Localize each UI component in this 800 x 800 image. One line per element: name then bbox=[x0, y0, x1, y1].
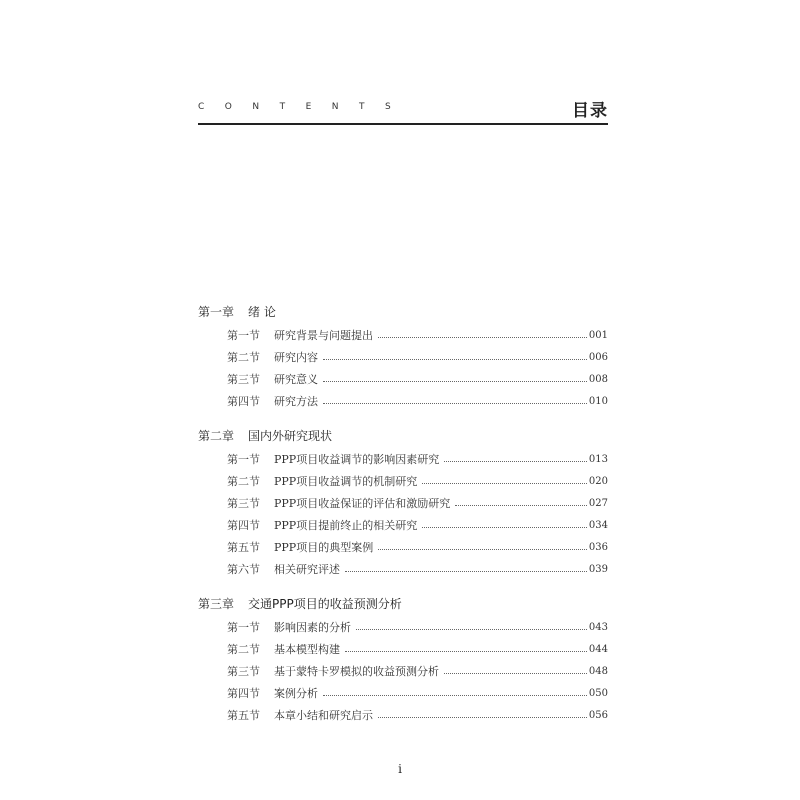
section-title: 基本模型构建 bbox=[274, 643, 340, 656]
section-title: 相关研究评述 bbox=[274, 563, 340, 576]
dot-leader bbox=[422, 483, 587, 484]
toc-entry[interactable] bbox=[198, 448, 608, 470]
toc-entry[interactable] bbox=[198, 558, 608, 580]
section-number: 第三节 bbox=[227, 665, 260, 678]
section-number: 第四节 bbox=[227, 395, 260, 408]
chapter-gap bbox=[198, 412, 608, 424]
dot-leader bbox=[378, 717, 587, 718]
section-number: 第二节 bbox=[227, 351, 260, 364]
toc-entry[interactable] bbox=[198, 660, 608, 682]
section-number: 第二节 bbox=[227, 643, 260, 656]
section-number: 第六节 bbox=[227, 563, 260, 576]
toc-entry[interactable] bbox=[198, 616, 608, 638]
toc-entry[interactable] bbox=[198, 470, 608, 492]
chapter-heading-3[interactable] bbox=[198, 592, 608, 614]
page-number: 001 bbox=[588, 329, 608, 341]
toc-entry[interactable] bbox=[198, 704, 608, 726]
chapter-title: 绪 论 bbox=[248, 304, 276, 319]
section-title: 案例分析 bbox=[274, 687, 318, 700]
contents-label: CONTENTS bbox=[198, 102, 412, 112]
section-number: 第一节 bbox=[227, 453, 260, 466]
toc-entry[interactable] bbox=[198, 682, 608, 704]
toc-entry[interactable] bbox=[198, 346, 608, 368]
chapter-number: 第一章 bbox=[198, 304, 235, 319]
dot-leader bbox=[323, 381, 587, 382]
dot-leader bbox=[378, 337, 587, 338]
toc-entry[interactable] bbox=[198, 492, 608, 514]
page-number: 020 bbox=[588, 475, 608, 487]
section-title: PPP项目提前终止的相关研究 bbox=[274, 519, 418, 532]
toc-title: 目录 bbox=[572, 101, 608, 121]
section-number: 第二节 bbox=[227, 475, 260, 488]
dot-leader bbox=[323, 695, 587, 696]
folio-page-number: i bbox=[398, 762, 402, 776]
section-title: 影响因素的分析 bbox=[274, 621, 351, 634]
page-number: 010 bbox=[588, 395, 608, 407]
chapter-gap bbox=[198, 580, 608, 592]
chapter-heading-2[interactable] bbox=[198, 424, 608, 446]
toc-entry[interactable] bbox=[198, 324, 608, 346]
dot-leader bbox=[422, 527, 587, 528]
toc-header bbox=[198, 96, 608, 124]
page-number: 043 bbox=[588, 621, 608, 633]
toc-entry[interactable] bbox=[198, 514, 608, 536]
dot-leader bbox=[356, 629, 587, 630]
section-number: 第五节 bbox=[227, 541, 260, 554]
page-number: 008 bbox=[588, 373, 608, 385]
section-title: 本章小结和研究启示 bbox=[274, 709, 373, 722]
table-of-contents bbox=[198, 300, 608, 726]
section-number: 第一节 bbox=[227, 329, 260, 342]
section-title: 基于蒙特卡罗模拟的收益预测分析 bbox=[274, 665, 439, 678]
dot-leader bbox=[323, 359, 587, 360]
dot-leader bbox=[444, 673, 587, 674]
chapter-title: 国内外研究现状 bbox=[248, 428, 333, 443]
section-number: 第四节 bbox=[227, 519, 260, 532]
dot-leader bbox=[378, 549, 587, 550]
section-title: 研究背景与问题提出 bbox=[274, 329, 373, 342]
chapter-number: 第三章 bbox=[198, 596, 235, 611]
page-number: 036 bbox=[588, 541, 608, 553]
dot-leader bbox=[345, 571, 587, 572]
dot-leader bbox=[455, 505, 587, 506]
dot-leader bbox=[345, 651, 587, 652]
section-number: 第三节 bbox=[227, 373, 260, 386]
section-number: 第三节 bbox=[227, 497, 260, 510]
section-title: PPP项目收益保证的评估和激励研究 bbox=[274, 497, 451, 510]
page-number: 048 bbox=[588, 665, 608, 677]
page-number: 034 bbox=[588, 519, 608, 531]
dot-leader bbox=[444, 461, 587, 462]
page-number: 044 bbox=[588, 643, 608, 655]
toc-entry[interactable] bbox=[198, 638, 608, 660]
header-rule bbox=[198, 123, 608, 125]
section-title: PPP项目的典型案例 bbox=[274, 541, 374, 554]
chapter-number: 第二章 bbox=[198, 428, 235, 443]
dot-leader bbox=[323, 403, 587, 404]
page-number: 013 bbox=[588, 453, 608, 465]
toc-entry[interactable] bbox=[198, 368, 608, 390]
page-number: 056 bbox=[588, 709, 608, 721]
section-number: 第五节 bbox=[227, 709, 260, 722]
chapter-title: 交通PPP项目的收益预测分析 bbox=[248, 596, 402, 611]
toc-entry[interactable] bbox=[198, 390, 608, 412]
section-title: PPP项目收益调节的影响因素研究 bbox=[274, 453, 440, 466]
section-number: 第一节 bbox=[227, 621, 260, 634]
chapter-heading-1[interactable] bbox=[198, 300, 608, 322]
page-number: 027 bbox=[588, 497, 608, 509]
page-number: 050 bbox=[588, 687, 608, 699]
section-title: 研究方法 bbox=[274, 395, 318, 408]
section-title: PPP项目收益调节的机制研究 bbox=[274, 475, 418, 488]
section-title: 研究内容 bbox=[274, 351, 318, 364]
page-number: 039 bbox=[588, 563, 608, 575]
section-title: 研究意义 bbox=[274, 373, 318, 386]
section-number: 第四节 bbox=[227, 687, 260, 700]
toc-entry[interactable] bbox=[198, 536, 608, 558]
page-number: 006 bbox=[588, 351, 608, 363]
